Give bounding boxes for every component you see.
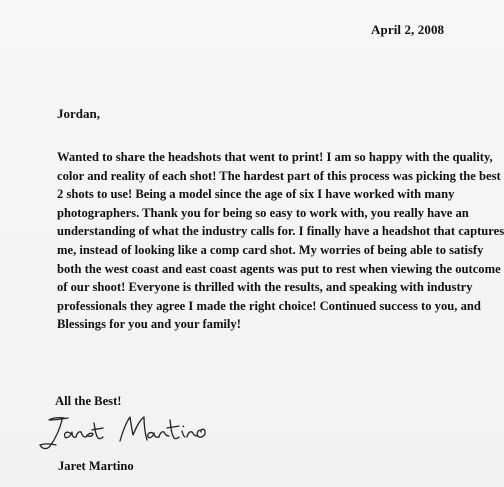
body-line: photographers. Thank you for being so easy to work with, you really have an [57, 205, 469, 220]
letter-date: April 2, 2008 [371, 22, 445, 37]
body-line: both the west coast and east coast agents was put to rest when viewing the outcome [57, 261, 501, 276]
closing: All the Best! [55, 394, 122, 408]
salutation: Jordan, [57, 106, 100, 121]
body-line: Blessings for you and your family! [57, 317, 241, 332]
body-line: of our shoot! Everyone is thrilled with the results, and speaking with industry [57, 280, 473, 295]
letter-body [57, 148, 504, 334]
signer-name: Jaret Martino [58, 459, 134, 473]
body-line: Wanted to share the headshots that went to print! I am so happy with the quality, [57, 150, 493, 164]
body-line: professionals they agree I made the right choice! Continued success to you, and [57, 298, 481, 313]
body-line: me, instead of looking like a comp card shot. My worries of being able to satisfy [57, 242, 484, 257]
body-line: 2 shots to use! Being a model since the age of six I have worked with many [57, 187, 455, 202]
body-line: color and reality of each shot! The hardest part of this process was picking the best [57, 168, 501, 183]
body-line: understanding of what the industry calls for. I finally have a headshot that captures [57, 224, 504, 239]
handwritten-signature [38, 410, 213, 452]
